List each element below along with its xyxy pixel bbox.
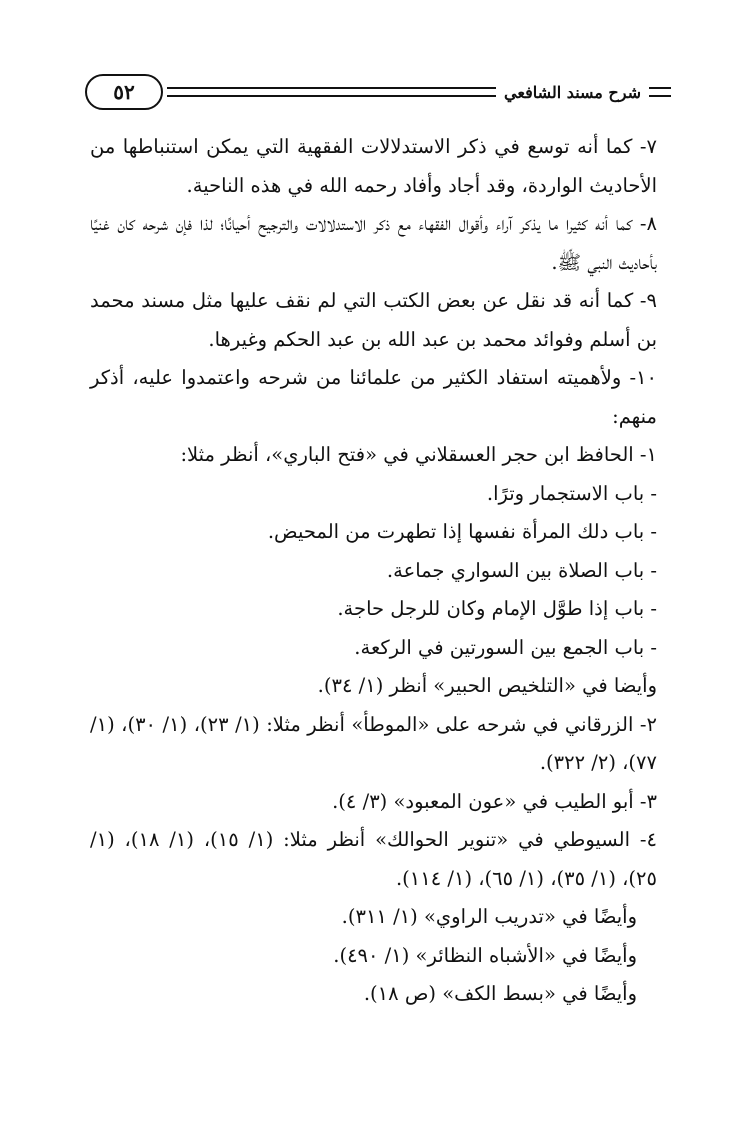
bullet-2: - باب دلك المرأة نفسها إذا تطهرت من المحيض. bbox=[267, 520, 657, 543]
header-rule bbox=[167, 87, 496, 97]
list-item-3: ٣- أبو الطيب في «عون المعبود» (٣/ ٤). bbox=[332, 789, 657, 813]
list-item-4: ٤- السيوطي في «تنوير الحوالك» أنظر مثلا: (١/ ١٥)، (١/ ١٨)، (١/ ٢٥)، (١/ ٣٥)، (١/ ٦٥)، (١/ ١١٤). bbox=[90, 828, 658, 890]
page-body bbox=[90, 128, 675, 1014]
bullet-4: - باب إذا طوَّل الإمام وكان للرجل حاجة. bbox=[337, 597, 657, 620]
bullet-1: - باب الاستجمار وترًا. bbox=[486, 481, 657, 505]
paragraph-9: ٩- كما أنه قد نقل عن بعض الكتب التي لم نقف عليها مثل مسند محمد بن أسلم وفوائد محمد بن عبد الله بن عبد الحكم وغيرها. bbox=[90, 289, 657, 351]
page-header bbox=[85, 70, 675, 114]
also-4: وأيضًا في «بسط الكف» (ص ١٨). bbox=[363, 982, 637, 1005]
page-number: ٥٢ bbox=[85, 74, 163, 110]
bullet-5: - باب الجمع بين السورتين في الركعة. bbox=[354, 635, 657, 659]
paragraph-7: ٧- كما أنه توسع في ذكر الاستدلالات الفقهية التي يمكن استنباطها من الأحاديث الواردة، وقد أجاد وأفاد رحمه الله في هذه الناحية. bbox=[90, 135, 657, 197]
list-item-1: ١- الحافظ ابن حجر العسقلاني في «فتح الباري»، أنظر مثلا: bbox=[180, 443, 657, 466]
also-3: وأيضًا في «الأشباه النظائر» (١/ ٤٩٠). bbox=[333, 943, 637, 967]
paragraph-10: ١٠- ولأهميته استفاد الكثير من علمائنا من شرحه واعتمدوا عليه، أذكر منهم: bbox=[90, 366, 657, 428]
also-1: وأيضا في «التلخيص الحبير» أنظر (١/ ٣٤). bbox=[317, 674, 657, 697]
bullet-3: - باب الصلاة بين السواري جماعة. bbox=[386, 558, 657, 582]
paragraph-8: ٨- كما أنه كثيرا ما يذكر آراء وأقوال الفقهاء مع ذكر الاستدلالات والترجيح أحيانًا؛ لذا فإن شرحه كان غنيًا بأحاديث النبي ﷺ. bbox=[90, 212, 657, 274]
header-rule-end bbox=[649, 87, 671, 97]
running-title: شرح مسند الشافعي bbox=[504, 82, 641, 102]
list-item-2: ٢- الزرقاني في شرحه على «الموطأ» أنظر مثلا: (١/ ٢٣)، (١/ ٣٠)، (١/ ٧٧)، (٢/ ٣٢٢). bbox=[90, 712, 657, 774]
also-2: وأيضًا في «تدريب الراوي» (١/ ٣١١). bbox=[341, 905, 637, 928]
